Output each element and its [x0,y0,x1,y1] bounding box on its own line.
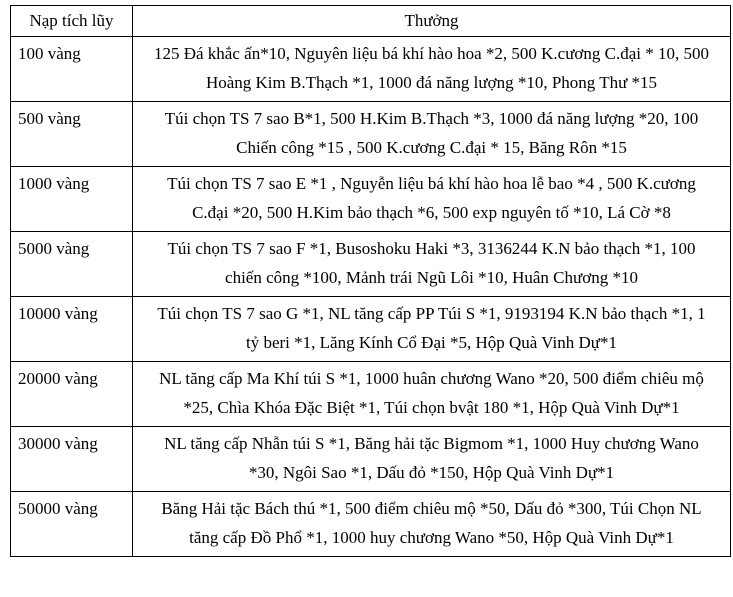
amount-cell: 1000 vàng [11,167,133,232]
reward-cell: Túi chọn TS 7 sao B*1, 500 H.Kim B.Thạch *3, 1000 đá năng lượng *20, 100 Chiến công *15 , 500 K.cương C.đại * 15, Băng Rôn *15 [133,102,731,167]
amount-cell: 30000 vàng [11,427,133,492]
amount-cell: 500 vàng [11,102,133,167]
amount-cell: 50000 vàng [11,492,133,557]
reward-table [10,5,731,557]
amount-cell: 100 vàng [11,37,133,102]
reward-cell: 125 Đá khắc ấn*10, Nguyên liệu bá khí hào hoa *2, 500 K.cương C.đại * 10, 500 Hoàng Kim B.Thạch *1, 1000 đá năng lượng *10, Phong Thư *15 [133,37,731,102]
table-row [11,232,731,297]
header-row [11,6,731,37]
table-row [11,362,731,427]
table-row [11,297,731,362]
amount-cell: 5000 vàng [11,232,133,297]
reward-cell: NL tăng cấp Ma Khí túi S *1, 1000 huân chương Wano *20, 500 điểm chiêu mộ *25, Chìa Khóa Đặc Biệt *1, Túi chọn bvật 180 *1, Hộp Quà Vinh Dự*1 [133,362,731,427]
amount-cell: 20000 vàng [11,362,133,427]
table-row [11,167,731,232]
amount-cell: 10000 vàng [11,297,133,362]
reward-cell: Băng Hải tặc Bách thú *1, 500 điểm chiêu mộ *50, Dấu đỏ *300, Túi Chọn NL tăng cấp Đồ Phổ *1, 1000 huy chương Wano *50, Hộp Quà Vinh Dự*1 [133,492,731,557]
reward-cell: Túi chọn TS 7 sao G *1, NL tăng cấp PP Túi S *1, 9193194 K.N bảo thạch *1, 1 tỷ beri *1, Lăng Kính Cổ Đại *5, Hộp Quà Vinh Dự*1 [133,297,731,362]
reward-cell: Túi chọn TS 7 sao E *1 , Nguyễn liệu bá khí hào hoa lễ bao *4 , 500 K.cương C.đại *20, 500 H.Kim bảo thạch *6, 500 exp nguyên tố *10, Lá Cờ *8 [133,167,731,232]
reward-cell: NL tăng cấp Nhẫn túi S *1, Băng hải tặc Bigmom *1, 1000 Huy chương Wano *30, Ngôi Sao *1, Dấu đỏ *150, Hộp Quà Vinh Dự*1 [133,427,731,492]
reward-cell: Túi chọn TS 7 sao F *1, Busoshoku Haki *3, 3136244 K.N bảo thạch *1, 100 chiến công *100, Mảnh trái Ngũ Lôi *10, Huân Chương *10 [133,232,731,297]
header-amount: Nạp tích lũy [11,6,133,37]
table-row [11,37,731,102]
table-row [11,102,731,167]
header-reward: Thưởng [133,6,731,37]
table-row [11,427,731,492]
table-row [11,492,731,557]
